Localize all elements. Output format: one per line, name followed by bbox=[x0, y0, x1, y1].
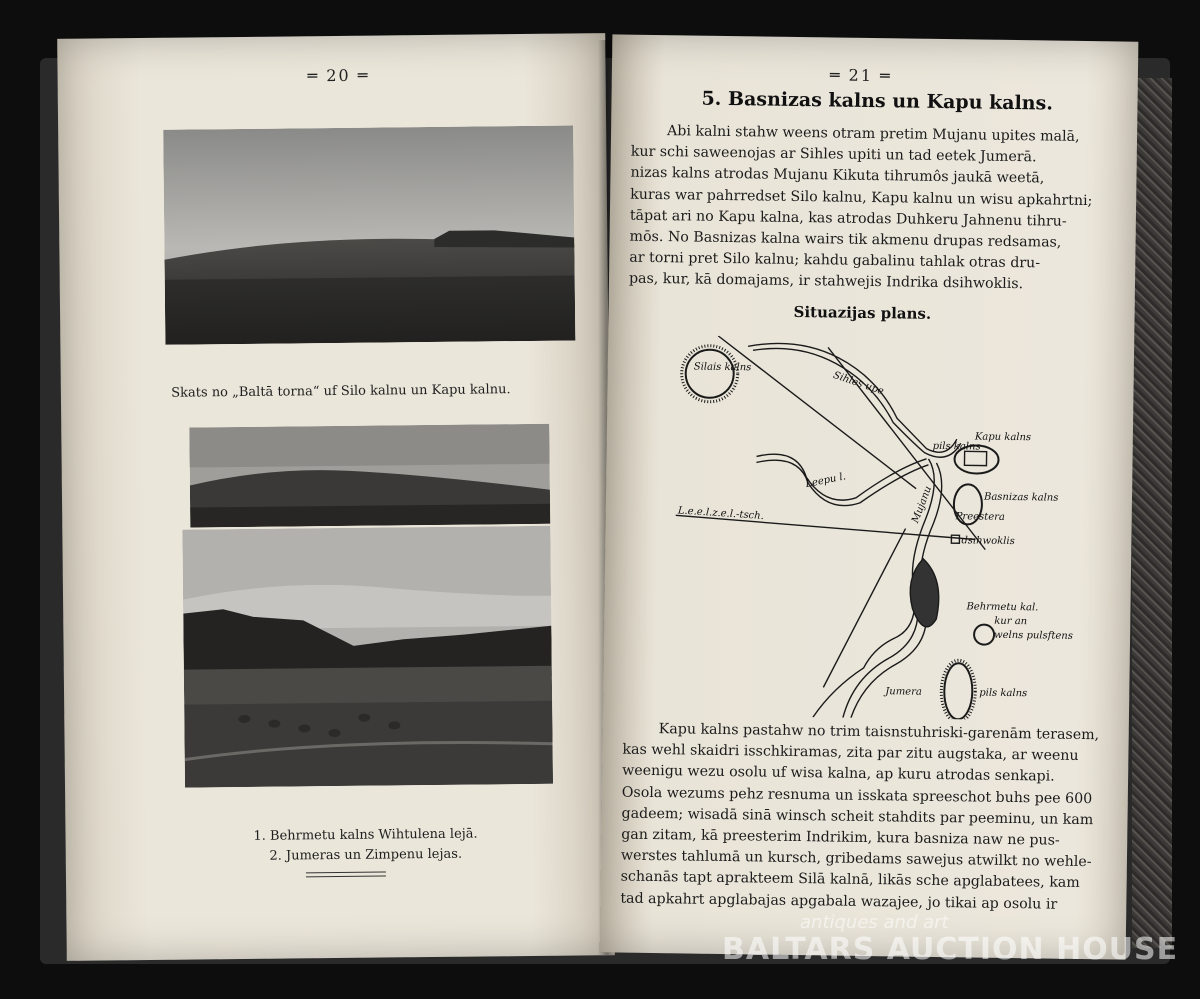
situation-map bbox=[653, 335, 1088, 721]
para1-line-8: pas, kur, kā domajams, ir stahwejis Indrika dsihwoklis. bbox=[628, 271, 1024, 293]
photo-hill-image bbox=[189, 424, 550, 528]
page-number-right-value: 21 bbox=[848, 65, 874, 86]
watermark-subtitle: antiques and art bbox=[800, 912, 949, 933]
marbled-cover-edge bbox=[1132, 78, 1172, 948]
map-label-preestera: Preestera bbox=[955, 511, 1005, 523]
para1-line-2: kur schi saweenojas ar Sihles upiti un tad eetek Jumerā. bbox=[630, 143, 1037, 166]
photo-valley-image bbox=[182, 526, 553, 788]
map-label-kapu: Kapu kalns bbox=[974, 431, 1032, 444]
page-number-left: ═ 20 ═ bbox=[307, 65, 370, 86]
map-label-basnizas: Basnizas kalns bbox=[983, 491, 1059, 504]
watermark-brand: BALTARS AUCTION HOUSE bbox=[722, 932, 1179, 967]
para2-line-4: Osola wezums pehz resnuma un isskata spreeschot buhs pee 600 bbox=[621, 784, 1093, 807]
photo1-caption: Skats no „Baltā torna“ uf Silo kalnu un Kapu kalnu. bbox=[171, 382, 511, 401]
para2-line-8: schanās tapt aprakteem Silā kalnā, likās sche apglabatees, kam bbox=[620, 868, 1080, 892]
para2-line-7: werstes tahlumā un kursch, gribedams sawejus atwilkt no wehle- bbox=[620, 847, 1092, 871]
map-label-dsihwoklis: dsihwoklis bbox=[961, 535, 1015, 548]
paragraph-1 bbox=[629, 121, 1121, 297]
map-label-mujanu: Mujanu bbox=[910, 484, 935, 525]
para2-line-2: kas wehl skaidri isschkiramas, zita par zitu augstaka, ar weenu bbox=[622, 741, 1079, 765]
para2-line-5: gadeem; wisadā sinā winsch scheit stahdits par peeminu, un kam bbox=[621, 805, 1094, 828]
situation-map-drawing bbox=[653, 335, 1088, 721]
para2-line-1: Kapu kalns pastahw no trim taisnstuhriski-garenām terasem, bbox=[658, 721, 1100, 744]
para1-line-6: mōs. No Basnizas kalna wairs tik akmenu drupas redsamas, bbox=[629, 228, 1062, 251]
map-label-leelzeltsch: L.e.e.l.z.e.l.-tsch. bbox=[677, 505, 765, 523]
closing-rule-1 bbox=[306, 871, 386, 873]
right-page bbox=[600, 34, 1139, 959]
map-label-silais: Silais kalns bbox=[693, 361, 752, 374]
page-number-left-value: 20 bbox=[326, 65, 351, 86]
photo-jumeras-lejas bbox=[182, 526, 553, 788]
map-label-behrmetu-3: welns pulsftens bbox=[994, 629, 1073, 642]
map-label-behrmetu-1: Behrmetu kal. bbox=[966, 601, 1039, 614]
caption-line-2: 2. Jumeras un Zimpenu lejas. bbox=[269, 846, 463, 864]
para2-line-6: gan zitam, kā preesterim Indrikim, kura basniza naw ne pus- bbox=[621, 826, 1060, 849]
left-page bbox=[57, 33, 615, 961]
photo-landscape-silo-kalns bbox=[163, 125, 575, 344]
para2-line-3: weenigu wezu osolu uf wisa kalna, ap kuru atrodas senkapi. bbox=[622, 762, 1055, 786]
plan-title: Situazijas plans. bbox=[793, 302, 932, 323]
map-label-jumera-pils: pils kalns bbox=[979, 687, 1028, 700]
para1-line-5: tāpat ari no Kapu kalna, kas atrodas Duhkeru Jahnenu tihru- bbox=[629, 207, 1067, 230]
map-label-pils: pils kalns bbox=[932, 440, 981, 453]
section-heading: 5. Basnizas kalns un Kapu kalns. bbox=[701, 87, 1054, 115]
photo-landscape-image bbox=[163, 125, 575, 344]
para2-line-9: tad apkahrt apglabajas apgabala wazajee, jo tikai ap osolu ir bbox=[620, 890, 1058, 913]
map-label-sihles: Sihles upe bbox=[831, 369, 886, 398]
photo-behrmetu-kalns bbox=[189, 424, 550, 528]
caption-line-1: 1. Behrmetu kalns Wihtulena lejā. bbox=[253, 826, 478, 844]
para1-line-3: nizas kalns atrodas Mujanu Kikuta tihrumôs jaukā weetā, bbox=[630, 165, 1045, 187]
paragraph-2 bbox=[620, 719, 1113, 917]
page-number-right: ═ 21 ═ bbox=[829, 65, 892, 86]
closing-rule-2 bbox=[306, 875, 386, 877]
para1-line-1: Abi kalni stahw weens otram pretim Mujanu upites malā, bbox=[666, 123, 1080, 145]
para1-line-7: ar torni pret Silo kalnu; kahdu gabalinu tahlak otras dru- bbox=[629, 249, 1041, 272]
map-label-behrmetu-2: kur an bbox=[994, 615, 1028, 628]
map-label-leepu: Leepu l. bbox=[804, 471, 847, 491]
para1-line-4: kuras war pahrredset Silo kalnu, Kapu kalnu un wisu apkahrtni; bbox=[630, 186, 1093, 209]
map-label-jumera: Jumera bbox=[885, 686, 922, 698]
captions-list bbox=[185, 824, 545, 868]
